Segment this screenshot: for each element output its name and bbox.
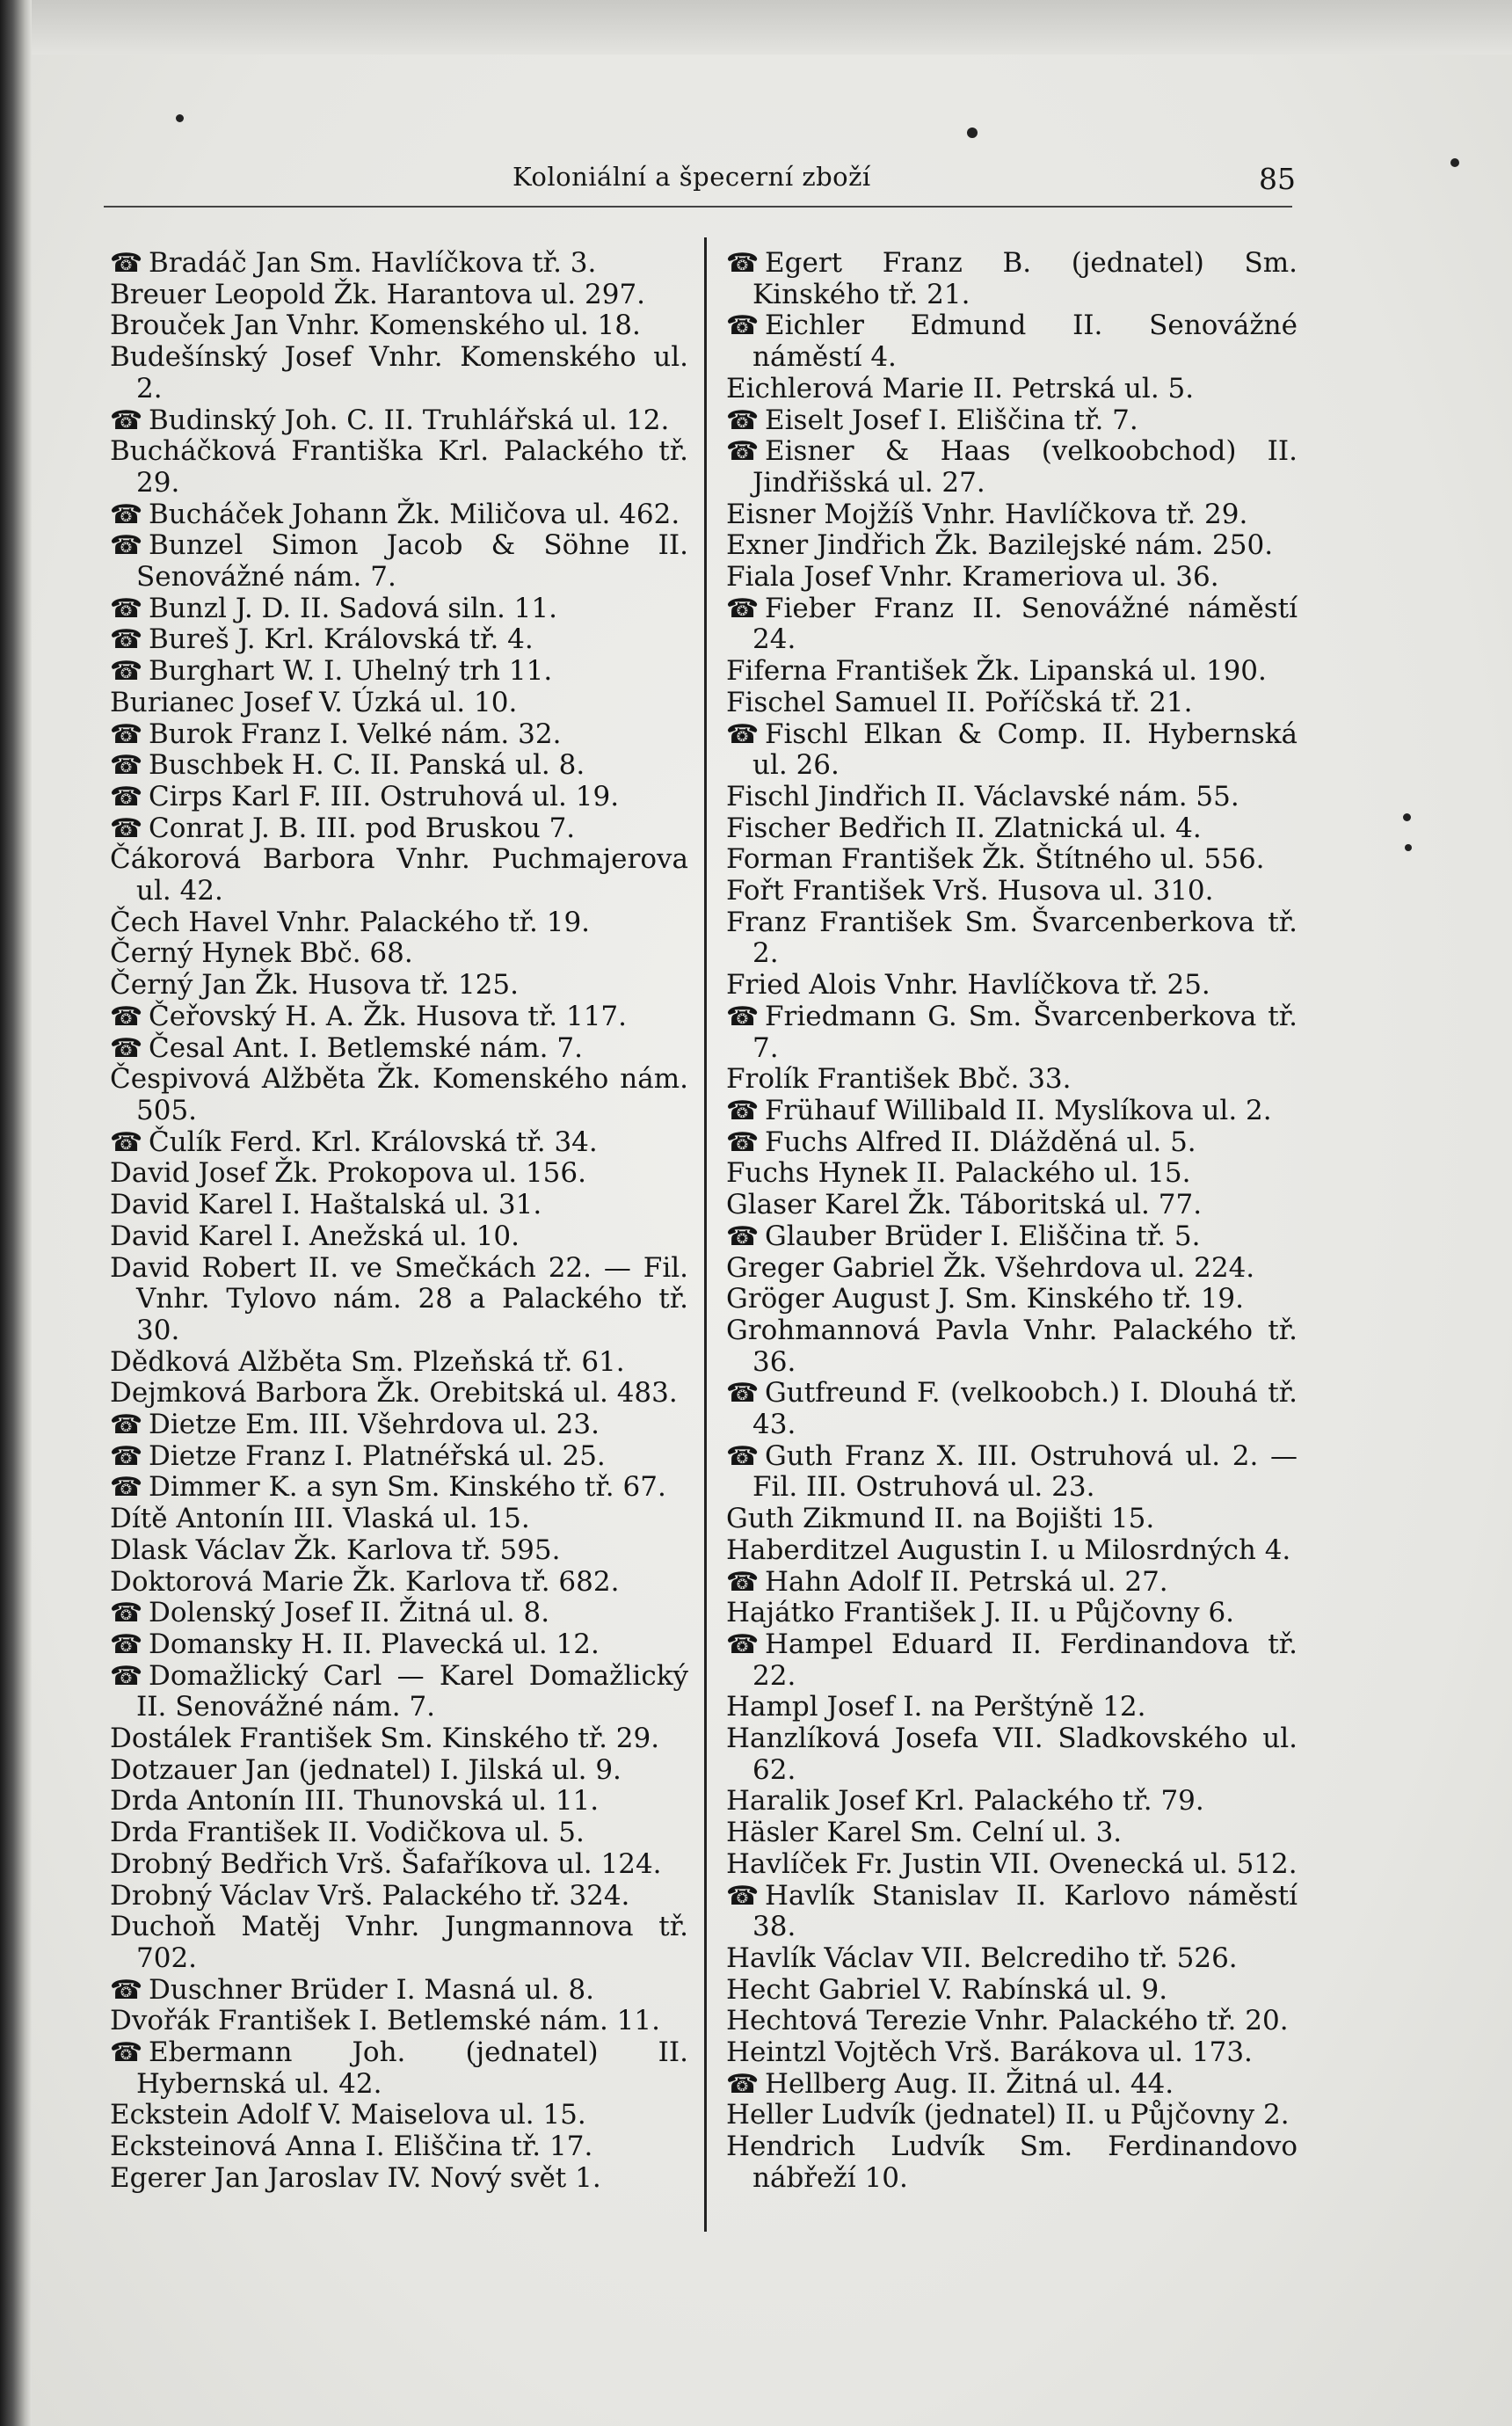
directory-entry: Fried Alois Vnhr. Havlíčkova tř. 25. — [726, 969, 1210, 1002]
directory-entry: Duchoň Matěj Vnhr. Jungmannova tř. 702. — [110, 1911, 688, 1974]
directory-entry: Breuer Leopold Žk. Harantova ul. 297. — [110, 278, 646, 310]
directory-entry: Guth Zikmund II. na Bojišti 15. — [726, 1503, 1155, 1535]
directory-entry: Fischel Samuel II. Poříčská tř. 21. — [726, 686, 1193, 718]
directory-entry-with-phone: ☎ Buschbek H. C. II. Panská ul. 8. — [110, 750, 688, 782]
directory-entry: Dostálek František Sm. Kinského tř. 29. — [110, 1723, 660, 1755]
directory-entry-with-phone: ☎ Bureš J. Krl. Královská tř. 4. — [110, 624, 688, 656]
directory-entry: Fiala Josef Vnhr. Krameriova ul. 36. — [726, 561, 1219, 594]
directory-entry: Drda František II. Vodičkova ul. 5. — [110, 1817, 585, 1849]
directory-entry-with-phone: ☎ Burok Franz I. Velké nám. 32. — [110, 719, 688, 751]
directory-entry-with-phone: ☎ Budinský Joh. C. II. Truhlářská ul. 12. — [110, 405, 688, 437]
directory-entry: Franz František Sm. Švarcenberkova tř. 2. — [726, 906, 1298, 970]
directory-entry: Hajátko František J. II. u Půjčovny 6. — [726, 1597, 1235, 1629]
directory-entry-with-phone: ☎ Bunzel Simon Jacob & Söhne II. Senovážné nám. 7. — [110, 530, 688, 593]
directory-entry: Čespivová Alžběta Žk. Komenského nám. 505. — [110, 1063, 688, 1126]
directory-column-left — [110, 248, 688, 2195]
ink-speck — [967, 127, 978, 138]
page-number: 85 — [1259, 162, 1296, 196]
directory-entry-with-phone: ☎ Dietze Franz I. Platnéřská ul. 25. — [110, 1441, 688, 1473]
directory-entry: Exner Jindřich Žk. Bazilejské nám. 250. — [726, 529, 1274, 562]
directory-entry: David Robert II. ve Smečkách 22. — Fil. Vnhr. Tylovo nám. 28 a Palackého tř. 30. — [110, 1251, 688, 1346]
ink-speck — [1450, 158, 1459, 167]
directory-entry-with-phone: ☎ Fischl Elkan & Comp. II. Hybernská ul. 26. — [726, 719, 1298, 782]
directory-entry: Čech Havel Vnhr. Palackého tř. 19. — [110, 906, 591, 938]
directory-entry-with-phone: ☎ Dimmer K. a syn Sm. Kinského tř. 67. — [110, 1472, 688, 1504]
directory-entry-with-phone: ☎ Hellberg Aug. II. Žitná ul. 44. — [726, 2069, 1298, 2101]
directory-entry-with-phone: ☎ Gutfreund F. (velkoobch.) I. Dlouhá tř. 43. — [726, 1378, 1298, 1440]
directory-entry: Häsler Karel Sm. Celní ul. 3. — [726, 1817, 1123, 1849]
directory-entry-with-phone: ☎ Friedmann G. Sm. Švarcenberkova tř. 7. — [726, 1002, 1298, 1064]
directory-entry: Haberditzel Augustin I. u Milosrdných 4. — [726, 1534, 1291, 1566]
directory-entry-with-phone: ☎ Frühauf Willibald II. Myslíkova ul. 2. — [726, 1096, 1298, 1127]
directory-entry-with-phone: ☎ Egert Franz B. (jednatel) Sm. Kinského tř. 21. — [726, 248, 1298, 310]
directory-entry: Eisner Mojžíš Vnhr. Havlíčkova tř. 29. — [726, 498, 1248, 530]
directory-entry: Hecht Gabriel V. Rabínská ul. 9. — [726, 1973, 1168, 2006]
directory-entry-with-phone: ☎ Dolenský Josef II. Žitná ul. 8. — [110, 1598, 688, 1629]
directory-entry: Fischl Jindřich II. Václavské nám. 55. — [726, 780, 1239, 812]
ink-speck — [1403, 813, 1411, 821]
directory-entry: Fischer Bedřich II. Zlatnická ul. 4. — [726, 812, 1202, 844]
directory-entry: Eckstein Adolf V. Maiselova ul. 15. — [110, 2099, 586, 2131]
directory-entry: Glaser Karel Žk. Táboritská ul. 77. — [726, 1189, 1203, 1221]
directory-entry: Drobný Bedřich Vrš. Šafaříkova ul. 124. — [110, 1847, 662, 1880]
directory-entry: Drda Antonín III. Thunovská ul. 11. — [110, 1785, 600, 1818]
directory-entry: Havlíček Fr. Justin VII. Ovenecká ul. 512. — [726, 1847, 1298, 1880]
directory-entry-with-phone: ☎ Guth Franz X. III. Ostruhová ul. 2. — Fil. III. Ostruhová ul. 23. — [726, 1441, 1298, 1504]
directory-entry: Heintzl Vojtěch Vrš. Barákova ul. 173. — [726, 2036, 1253, 2069]
directory-entry: Forman František Žk. Štítného ul. 556. — [726, 843, 1265, 876]
binding-shadow — [0, 0, 32, 2426]
directory-entry: Budešínský Josef Vnhr. Komenského ul. 2. — [110, 341, 688, 404]
directory-entry: Gröger August J. Sm. Kinského tř. 19. — [726, 1283, 1244, 1315]
directory-entry-with-phone: ☎ Eiselt Josef I. Eliščina tř. 7. — [726, 405, 1298, 437]
ink-speck — [176, 114, 184, 122]
directory-entry: Dvořák František I. Betlemské nám. 11. — [110, 2005, 660, 2037]
directory-entry: Dotzauer Jan (jednatel) I. Jilská ul. 9. — [110, 1753, 622, 1786]
directory-entry: Havlík Václav VII. Belcrediho tř. 526. — [726, 1942, 1238, 1974]
directory-entry-with-phone: ☎ Čulík Ferd. Krl. Královská tř. 34. — [110, 1127, 688, 1159]
directory-entry: David Josef Žk. Prokopova ul. 156. — [110, 1157, 586, 1190]
directory-entry: Egerer Jan Jaroslav IV. Nový svět 1. — [110, 2161, 601, 2194]
directory-entry-with-phone: ☎ Česal Ant. I. Betlemské nám. 7. — [110, 1033, 688, 1065]
page-title: Koloniální a špecerní zboží — [512, 162, 871, 192]
directory-entry-with-phone: ☎ Bucháček Johann Žk. Miličova ul. 462. — [110, 499, 688, 531]
directory-entry: Fiferna František Žk. Lipanská ul. 190. — [726, 655, 1267, 688]
directory-entry: Fořt František Vrš. Husova ul. 310. — [726, 875, 1214, 907]
directory-entry-with-phone: ☎ Čeřovský H. A. Žk. Husova tř. 117. — [110, 1002, 688, 1033]
page-top-edge — [0, 0, 1512, 55]
directory-entry: Dejmková Barbora Žk. Orebitská ul. 483. — [110, 1377, 678, 1410]
directory-entry: David Karel I. Anežská ul. 10. — [110, 1220, 520, 1252]
directory-entry-with-phone: ☎ Hahn Adolf II. Petrská ul. 27. — [726, 1567, 1298, 1599]
directory-column-right — [726, 248, 1298, 2195]
directory-entry-with-phone: ☎ Fieber Franz II. Senovážné náměstí 24. — [726, 594, 1298, 656]
directory-entry-with-phone: ☎ Burghart W. I. Uhelný trh 11. — [110, 656, 688, 688]
directory-entry: Dědková Alžběta Sm. Plzeňská tř. 61. — [110, 1345, 625, 1378]
directory-entry: Hendrich Ludvík Sm. Ferdinandovo nábřeží 10. — [726, 2131, 1298, 2194]
directory-entry: Frolík František Bbč. 33. — [726, 1063, 1072, 1096]
directory-entry: Bucháčková Františka Krl. Palackého tř. 29. — [110, 435, 688, 499]
directory-entry: Čákorová Barbora Vnhr. Puchmajerova ul. 42. — [110, 843, 688, 907]
directory-entry: Burianec Josef V. Úzká ul. 10. — [110, 686, 518, 718]
directory-entry: Hechtová Terezie Vnhr. Palackého tř. 20. — [726, 2005, 1289, 2037]
directory-entry-with-phone: ☎ Ebermann Joh. (jednatel) II. Hybernská ul. 42. — [110, 2037, 688, 2100]
directory-entry: Heller Ludvík (jednatel) II. u Půjčovny 2. — [726, 2099, 1290, 2131]
directory-entry: Dítě Antonín III. Vlaská ul. 15. — [110, 1503, 530, 1535]
directory-entry-with-phone: ☎ Eisner & Haas (velkoobchod) II. Jindřišská ul. 27. — [726, 436, 1298, 499]
directory-entry: Fuchs Hynek II. Palackého ul. 15. — [726, 1157, 1191, 1190]
directory-entry-with-phone: ☎ Eichler Edmund II. Senovážné náměstí 4. — [726, 310, 1298, 373]
directory-entry-with-phone: ☎ Domažlický Carl — Karel Domažlický II. Senovážné nám. 7. — [110, 1661, 688, 1723]
header-rule — [104, 206, 1292, 208]
directory-entry-with-phone: ☎ Cirps Karl F. III. Ostruhová ul. 19. — [110, 782, 688, 813]
directory-entry-with-phone: ☎ Bradáč Jan Sm. Havlíčkova tř. 3. — [110, 248, 688, 280]
directory-entry: Eichlerová Marie II. Petrská ul. 5. — [726, 372, 1195, 404]
directory-entry: Doktorová Marie Žk. Karlova tř. 682. — [110, 1565, 620, 1598]
ink-speck — [1405, 844, 1412, 851]
directory-entry: Ecksteinová Anna I. Eliščina tř. 17. — [110, 2131, 593, 2163]
directory-entry: Greger Gabriel Žk. Všehrdova ul. 224. — [726, 1251, 1255, 1284]
directory-entry-with-phone: ☎ Bunzl J. D. II. Sadová siln. 11. — [110, 594, 688, 625]
directory-entry: Dlask Václav Žk. Karlova tř. 595. — [110, 1534, 561, 1566]
directory-entry-with-phone: ☎ Fuchs Alfred II. Dlážděná ul. 5. — [726, 1127, 1298, 1159]
directory-entry-with-phone: ☎ Hampel Eduard II. Ferdinandova tř. 22. — [726, 1629, 1298, 1692]
directory-entry: Černý Hynek Bbč. 68. — [110, 937, 413, 970]
directory-entry-with-phone: ☎ Duschner Brüder I. Masná ul. 8. — [110, 1975, 688, 2007]
directory-entry: Brouček Jan Vnhr. Komenského ul. 18. — [110, 310, 641, 342]
column-divider — [704, 237, 707, 2232]
directory-entry-with-phone: ☎ Glauber Brüder I. Eliščina tř. 5. — [726, 1221, 1298, 1253]
directory-entry-with-phone: ☎ Conrat J. B. III. pod Bruskou 7. — [110, 813, 688, 845]
directory-entry-with-phone: ☎ Dietze Em. III. Všehrdova ul. 23. — [110, 1410, 688, 1441]
directory-entry: Černý Jan Žk. Husova tř. 125. — [110, 969, 519, 1002]
directory-entry-with-phone: ☎ Domansky H. II. Plavecká ul. 12. — [110, 1629, 688, 1661]
directory-entry: Hampl Josef I. na Perštýně 12. — [726, 1691, 1146, 1723]
directory-entry: Hanzlíková Josefa VII. Sladkovského ul. 62. — [726, 1723, 1298, 1786]
directory-entry: Drobný Václav Vrš. Palackého tř. 324. — [110, 1879, 630, 1912]
directory-entry: Grohmannová Pavla Vnhr. Palackého tř. 36. — [726, 1314, 1298, 1378]
directory-entry: Haralik Josef Krl. Palackého tř. 79. — [726, 1785, 1204, 1818]
directory-entry: David Karel I. Haštalská ul. 31. — [110, 1189, 542, 1221]
directory-entry-with-phone: ☎ Havlík Stanislav II. Karlovo náměstí 38. — [726, 1881, 1298, 1943]
